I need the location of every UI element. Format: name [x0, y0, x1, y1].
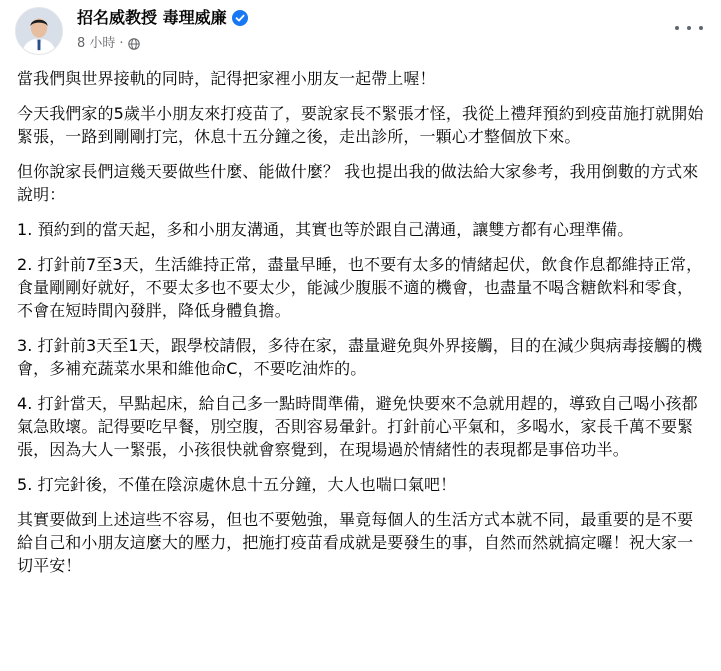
post-paragraph: 1. 預約到的當天起，多和小朋友溝通，其實也等於跟自己溝通，讓雙方都有心理準備。: [17, 220, 634, 239]
post-paragraph: 5. 打完針後，不僅在陰涼處休息十五分鐘，大人也喘口氣吧！: [17, 475, 457, 494]
author-row: [77, 8, 248, 28]
post-paragraph: 今天我們家的5歲半小朋友來打疫苗了，要說家長不緊張才怪，我從上禮拜預約到疫苗施打就開始緊張，一路到剛剛打完，休息十五分鐘之後，走出診所，一顆心才整個放下來。: [17, 104, 704, 146]
post-paragraph: 2. 打針前7至3天，生活維持正常，盡量早睡，也不要有太多的情緒起伏，飲食作息都維持正常，食量剛剛好就好，不要太多也不要太少，能減少腹脹不適的機會，也盡量不喝含糖飲料和零食，不會在短時間內發胖，降低身體負擔。: [17, 255, 703, 320]
post-paragraph: 當我們與世界接軌的同時，記得把家裡小朋友一起帶上喔！: [17, 69, 436, 88]
post-body: [17, 67, 707, 589]
avatar-portrait-icon: [16, 8, 62, 54]
post-paragraph: 3. 打針前3天至1天，跟學校請假，多待在家，盡量避免與外界接觸，目的在減少與病毒接觸的機會，多補充蔬菜水果和維他命C，不要吃油炸的。: [17, 336, 703, 378]
more-dot: [687, 26, 691, 30]
post-paragraph: 但你說家長們這幾天要做些什麼、能做什麼？ 我也提出我的做法給大家參考，我用倒數的方式來說明：: [17, 162, 699, 204]
globe-icon[interactable]: [128, 38, 140, 50]
more-options-icon[interactable]: [675, 20, 703, 36]
author-avatar[interactable]: [15, 7, 63, 55]
post-paragraph: 其實要做到上述這些不容易，但也不要勉強，畢竟每個人的生活方式本就不同，最重要的是不要給自己和小朋友這麼大的壓力，把施打疫苗看成就是要發生的事，自然而然就搞定囉！祝大家一切平安！: [17, 510, 694, 575]
post-paragraph: 4. 打針當天，早點起床，給自己多一點時間準備，避免快要來不急就用趕的，導致自己喝小孩都氣急敗壞。記得要吃早餐，別空腹，否則容易暈針。打針前心平氣和，多喝水，家長千萬不要緊張，因為大人一緊張，小孩很快就會察覺到，在現場過於情緒性的表現都是事倍功半。: [17, 394, 698, 459]
post-timestamp[interactable]: 8 小時: [77, 36, 116, 51]
more-dot: [699, 26, 703, 30]
verified-badge-icon: [232, 10, 248, 26]
meta-separator: ·: [119, 36, 124, 51]
more-dot: [675, 26, 679, 30]
post-meta: [77, 36, 140, 52]
author-name[interactable]: 招名威教授 毒理威廉: [77, 8, 227, 27]
